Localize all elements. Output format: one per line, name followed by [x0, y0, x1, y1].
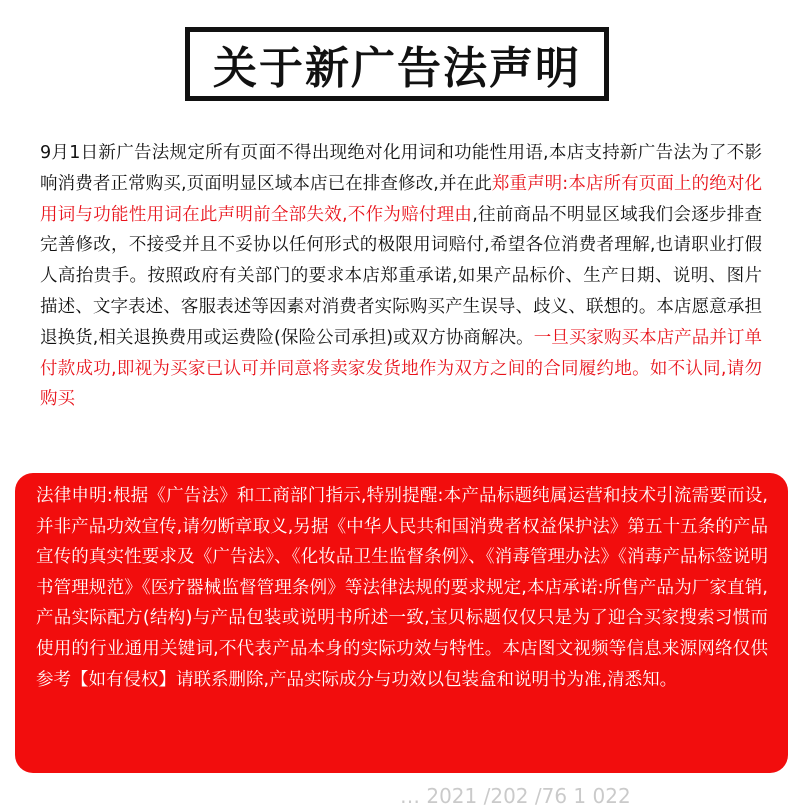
- notice-text-1: 9月1日新广告法规定所有页面不得出现绝对化用词和功能性用语,本店支持新广告法为了不影响消费者正常购买,页面明显区域本店已在排查修改,并在此: [40, 143, 762, 194]
- notice-text-2: ,往前商品不明显区域我们会逐步排查完善修改，不接受并且不妥协以任何形式的极限用词赔付,希望各位消费者理解,也请职业打假人高抬贵手。按照政府有关部门的要求本店郑重承诺,如果产品标价、生产日期、说明、图片描述、文字表述、客服表述等因素对消费者实际购买产生误导、歧义、联想的。本店愿意承担退换货,相关退换费用或运费险(保险公司承担)或双方协商解决。: [40, 204, 763, 348]
- notice-solemn-statement: 郑重声明:本店所有页面上的绝对化用词与功能性用词在此声明前全部失效,不作为赔付理由: [40, 173, 762, 225]
- page-title: 关于新广告法声明: [213, 43, 581, 94]
- legal-statement-box: [15, 473, 788, 773]
- notice-purchase-condition: 一旦买家购买本店产品并订单付款成功,即视为买家已认可并同意将卖家发货地作为双方之间的合同履约地。如不认同,请勿购买: [40, 327, 762, 410]
- title-box: [185, 27, 609, 101]
- notice-paragraph: [40, 138, 762, 415]
- legal-statement-text: 法律申明:根据《广告法》和工商部门指示,特别提醒:本产品标题纯属运营和技术引流需要而设, 并非产品功效宣传,请勿断章取义,另据《中华人民共和国消费者权益保护法》第五十五条的产品宣传的真实性要求及《广告法》、《化妆品卫生监督条例》、《消毒管理办法》《消毒产品标签说明书管理规范》《医疗器械监督管理条例》等法律法规的要求规定,本店承诺:所售产品为厂家直销,产品实际配方(结构)与产品包装或说明书所述一致,宝贝标题仅仅只是为了迎合买家搜索习惯而使用的行业通用关键词,不代表产品本身的实际功效与特性。本店图文视频等信息来源网络仅供参考【如有侵权】请联系删除,产品实际成分与功效以包装盒和说明书为准,清悉知。: [36, 486, 768, 690]
- footer-partial-text: … 2021 /202 /76 1 022: [400, 784, 631, 808]
